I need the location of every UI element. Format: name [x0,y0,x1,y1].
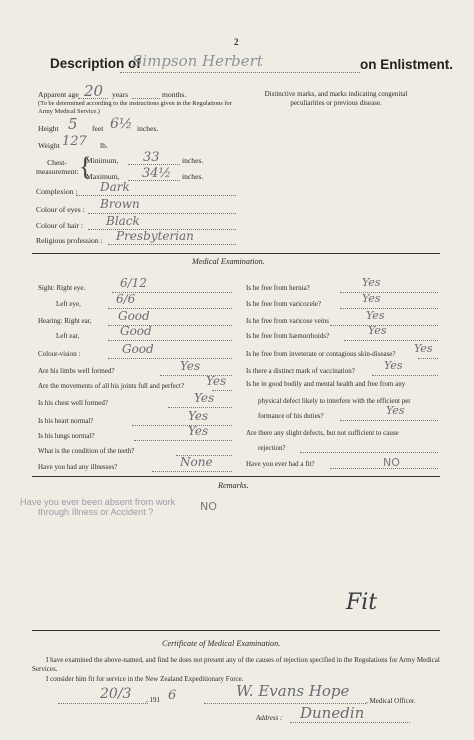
medical-answer-value: Yes [194,391,215,405]
slight-defects-line2: rejection? [258,444,286,452]
address-line [290,722,410,723]
medical-answer-value: 6/6 [116,292,136,306]
age-note: (To be determined according to the instructions given in the Regulations for Army Medical Service.) [38,100,232,115]
medical-question-label: Is he free from varicocele? [246,300,322,308]
mental-health-value: Yes [386,404,405,417]
age-years-label: years [112,90,129,99]
chest-min-unit: inches. [182,156,204,165]
weight-label: Weight [38,141,60,150]
medical-answer-value: Yes [414,342,433,355]
chest-min-label: Minimum, [86,156,119,165]
age-label: Apparent age [38,90,79,99]
medical-question-label: What is the condition of the teeth? [38,447,135,455]
medical-answer-value: Yes [188,424,209,438]
medical-answer-value: Good [118,309,150,323]
name-handwritten: Simpson Herbert [132,52,263,70]
chest-min-line [128,164,180,165]
certificate-date-value: 20/3 [100,686,132,702]
height-label: Height [38,124,59,133]
distinctive-marks-heading: Distinctive marks, and marks indicating congenital peculiarities or previous disease. [264,90,408,107]
medical-heading: Medical Examination. [192,257,265,266]
section-rule-1 [32,253,440,254]
certificate-paragraph-2: I consider him fit for service in the New Zealand Expeditionary Force. [46,675,244,683]
medical-answer-value: 6/12 [120,276,147,290]
medical-question-label: Is he free from hæmorrhoids? [246,332,330,340]
complexion-value: Dark [100,180,130,194]
complexion-line [76,195,236,196]
medical-answer-value: Good [122,342,154,356]
medical-question-label: Colour-vision : [38,350,81,358]
age-value: 20 [84,82,104,100]
medical-question-label: Is he free from varicose veins [246,317,329,325]
form-title-suffix: on Enlistment. [360,57,454,72]
medical-answer-value: Yes [366,309,385,322]
medical-answer-value: Yes [362,276,381,289]
height-inches-unit: inches. [137,124,159,133]
address-value: Dunedin [300,704,365,722]
age-months-label: months. [162,90,187,99]
name-underline [120,72,360,73]
religion-line [108,244,236,245]
medical-question-label: Sight: Right eye. [38,284,86,292]
medical-answer-line [340,292,438,293]
medical-question-label: Is he free from inveterate or contagious skin-disease? [246,350,396,358]
medical-question-label: Have you had any illnesses? [38,463,118,471]
medical-answer-value: Yes [180,359,201,373]
mental-health-line2: physical defect likely to interfere with the efficient per [258,397,411,405]
fit-value: NO [383,456,400,469]
height-inches-value: 6½ [110,116,133,132]
fit-mark: Fit [346,590,378,615]
chest-max-unit: inches. [182,172,204,181]
chest-max-label: Maximum, [86,172,120,181]
age-line [78,98,108,99]
remarks-stamp-value: NO [200,500,217,513]
slight-defects-line1: Are there any slight defects, but not sufficient to cause [246,429,399,437]
medical-question-label: Is there a distinct mark of vaccination? [246,367,355,375]
height-feet-value: 5 [68,115,78,133]
months-line [132,98,160,99]
slight-defects-line [300,452,438,453]
section-rule-2 [32,476,440,477]
medical-question-label: Left ear, [56,332,80,340]
medical-answer-value: Yes [206,374,227,388]
chest-max-value: 34½ [142,166,172,181]
medical-answer-line [212,390,232,391]
mental-health-answer-line [340,420,438,421]
medical-question-label: Is he free from hernia? [246,284,310,292]
eyes-label: Colour of eyes : [36,205,85,214]
remarks-heading: Remarks. [218,481,249,490]
medical-answer-value: None [180,455,213,469]
medical-question-label: Are the movements of all his joints full and perfect? [38,382,184,390]
medical-answer-line [340,308,438,309]
medical-answer-value: Good [120,324,152,338]
chest-brace: { [79,152,92,181]
certificate-heading: Certificate of Medical Examination. [162,639,281,648]
medical-answer-line [372,375,438,376]
medical-question-label: Is his chest well formed? [38,399,108,407]
medical-answer-line [108,340,232,341]
medical-answer-value: Yes [368,324,387,337]
mental-health-line1: Is he in good bodily and mental health and free from any [246,380,406,388]
certificate-date-year: 6 [168,688,177,703]
remarks-stamp-line1: Have you ever been absent from work [20,497,176,507]
medical-answer-line [134,440,232,441]
certificate-date-suffix: , 191 [146,696,160,704]
page-number: 2 [234,37,239,47]
weight-value: 127 [62,134,87,149]
religion-value: Presbyterian [116,229,194,243]
medical-answer-line [132,425,232,426]
complexion-label: Complexion : [36,187,78,196]
mental-health-line3: formance of his duties? [258,412,324,420]
medical-answer-line [152,471,232,472]
medical-question-label: Is his lungs normal? [38,432,95,440]
chest-max-line [128,180,180,181]
medical-question-label: Left eye, [56,300,81,308]
medical-answer-line [418,358,438,359]
address-label: Address : [256,714,283,722]
form-title-prefix: Description of [50,56,141,71]
date-line [58,703,148,704]
medical-answer-value: Yes [362,292,381,305]
hair-label: Colour of hair : [36,221,84,230]
chest-min-value: 33 [143,150,160,165]
section-rule-3 [32,630,440,631]
certificate-paragraph-1: I have examined the above-named, and find he does not present any of the causes of rejection specified in the Regulations for Army Medical Services. [32,656,440,673]
medical-answer-line [108,358,232,359]
medical-officer-label: , Medical Officer. [366,697,416,705]
religion-label: Religious profession : [36,236,103,245]
medical-question-label: Is his heart normal? [38,417,94,425]
height-feet-unit: feet [92,124,104,133]
remarks-stamp-line2: through Illness or Accident ? [38,507,154,517]
medical-question-label: Hearing: Right ear, [38,317,92,325]
medical-officer-signature: W. Evans Hope [236,682,350,700]
fit-label: Have you ever had a fit? [246,460,315,468]
medical-answer-line [344,340,438,341]
medical-answer-value: Yes [188,409,209,423]
medical-answer-value: Yes [384,359,403,372]
medical-answer-line [168,407,232,408]
chest-label: Chest-measurement: [36,158,79,176]
hair-value: Black [106,214,140,228]
medical-question-label: Are his limbs well formed? [38,367,115,375]
weight-unit: lb. [100,141,108,150]
eyes-value: Brown [100,197,140,211]
